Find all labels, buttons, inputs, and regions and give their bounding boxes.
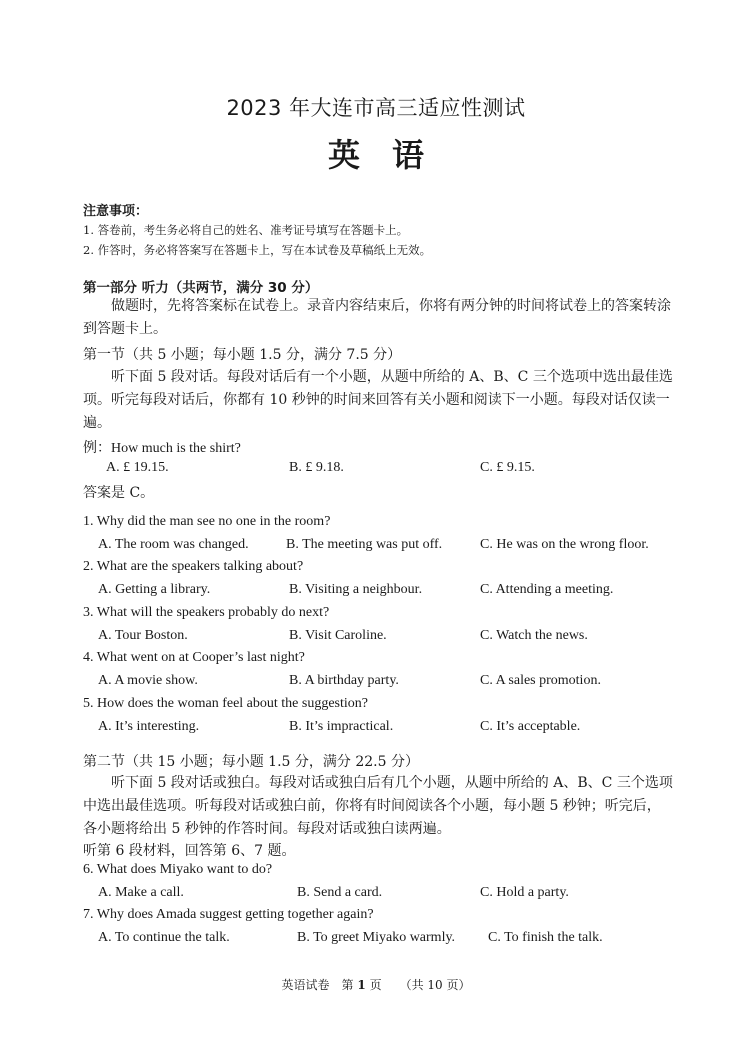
option-b: B. It’s impractical. [289, 719, 394, 734]
section1-heading: 第一节（共 5 小题；每小题 1.5 分，满分 7.5 分） [83, 347, 402, 363]
example-option-a: A. £ 19.15. [106, 460, 169, 475]
example-option-c: C. £ 9.15. [480, 460, 535, 475]
question: 2. What are the speakers talking about? [83, 559, 304, 574]
option-b: B. The meeting was put off. [286, 537, 443, 552]
option-c: C. To finish the talk. [488, 930, 603, 945]
part1-heading: 第一部分 听力（共两节，满分 30 分） [83, 280, 319, 296]
part1-intro: 做题时，先将答案标在试卷上。录音内容结束后，你将有两分钟的时间将试卷上的答案转涂到答题卡上。 [83, 298, 671, 337]
subject-title: 英 语 [327, 136, 424, 174]
option-c: C. Watch the news. [480, 628, 588, 643]
option-c: C. Hold a party. [480, 885, 569, 900]
example-option-b: B. £ 9.18. [289, 460, 344, 475]
option-c: C. A sales promotion. [480, 673, 601, 688]
page-number: 1 [357, 978, 366, 992]
option-a: A. It’s interesting. [98, 719, 200, 734]
question: 3. What will the speakers probably do next? [83, 605, 330, 620]
section2-instructions: 听下面 5 段对话或独白。每段对话或独白后有几个小题，从题中所给的 A、B、C 三个选项中选出最佳选项。听每段对话或独白前，你将有时间阅读各个小题，每小题 5 秒钟；听完后，各小题将给出 5 秒钟的作答时间。每段对话或独白读两遍。 [83, 775, 673, 837]
example-question: 例：How much is the shirt? [83, 441, 241, 456]
option-a: A. A movie show. [98, 673, 198, 688]
question: 5. How does the woman feel about the suggestion? [83, 696, 368, 711]
option-a: A. The room was changed. [98, 537, 249, 552]
exam-title: 2023 年大连市高三适应性测试 [226, 96, 526, 120]
question: 6. What does Miyako want to do? [83, 862, 273, 877]
section2-heading: 第二节（共 15 小题；每小题 1.5 分，满分 22.5 分） [83, 754, 419, 770]
option-b: B. Send a card. [297, 885, 383, 900]
material-note: 听第 6 段材料，回答第 6、7 题。 [83, 843, 296, 859]
option-a: A. To continue the talk. [98, 930, 230, 945]
footer-label: 英语试卷 第 [281, 978, 354, 992]
section1-instructions: 听下面 5 段对话。每段对话后有一个小题，从题中所给的 A、B、C 三个选项中选出最佳选项。听完每段对话后，你都有 10 秒钟的时间来回答有关小题和阅读下一小题。每段对话仅读一遍。 [83, 369, 673, 431]
option-c: C. Attending a meeting. [480, 582, 614, 597]
question: 4. What went on at Cooper’s last night? [83, 650, 305, 665]
page-footer [0, 976, 752, 993]
option-b: B. To greet Miyako warmly. [297, 930, 456, 945]
option-c: C. It’s acceptable. [480, 719, 581, 734]
option-a: A. Getting a library. [98, 582, 211, 597]
notice-item: 1. 答卷前，考生务必将自己的姓名、准考证号填写在答题卡上。 [83, 223, 409, 237]
notice-heading: 注意事项： [83, 204, 149, 219]
option-c: C. He was on the wrong floor. [480, 537, 649, 552]
option-b: B. A birthday party. [289, 673, 399, 688]
option-b: B. Visit Caroline. [289, 628, 387, 643]
example-answer: 答案是 C。 [83, 485, 155, 501]
option-a: A. Make a call. [98, 885, 184, 900]
option-b: B. Visiting a neighbour. [289, 582, 423, 597]
notice-item: 2. 作答时，务必将答案写在答题卡上，写在本试卷及草稿纸上无效。 [83, 243, 432, 257]
question: 1. Why did the man see no one in the room? [83, 514, 331, 529]
footer-suffix: 页 （共 10 页） [369, 978, 471, 992]
option-a: A. Tour Boston. [98, 628, 188, 643]
question: 7. Why does Amada suggest getting together again? [83, 907, 374, 922]
